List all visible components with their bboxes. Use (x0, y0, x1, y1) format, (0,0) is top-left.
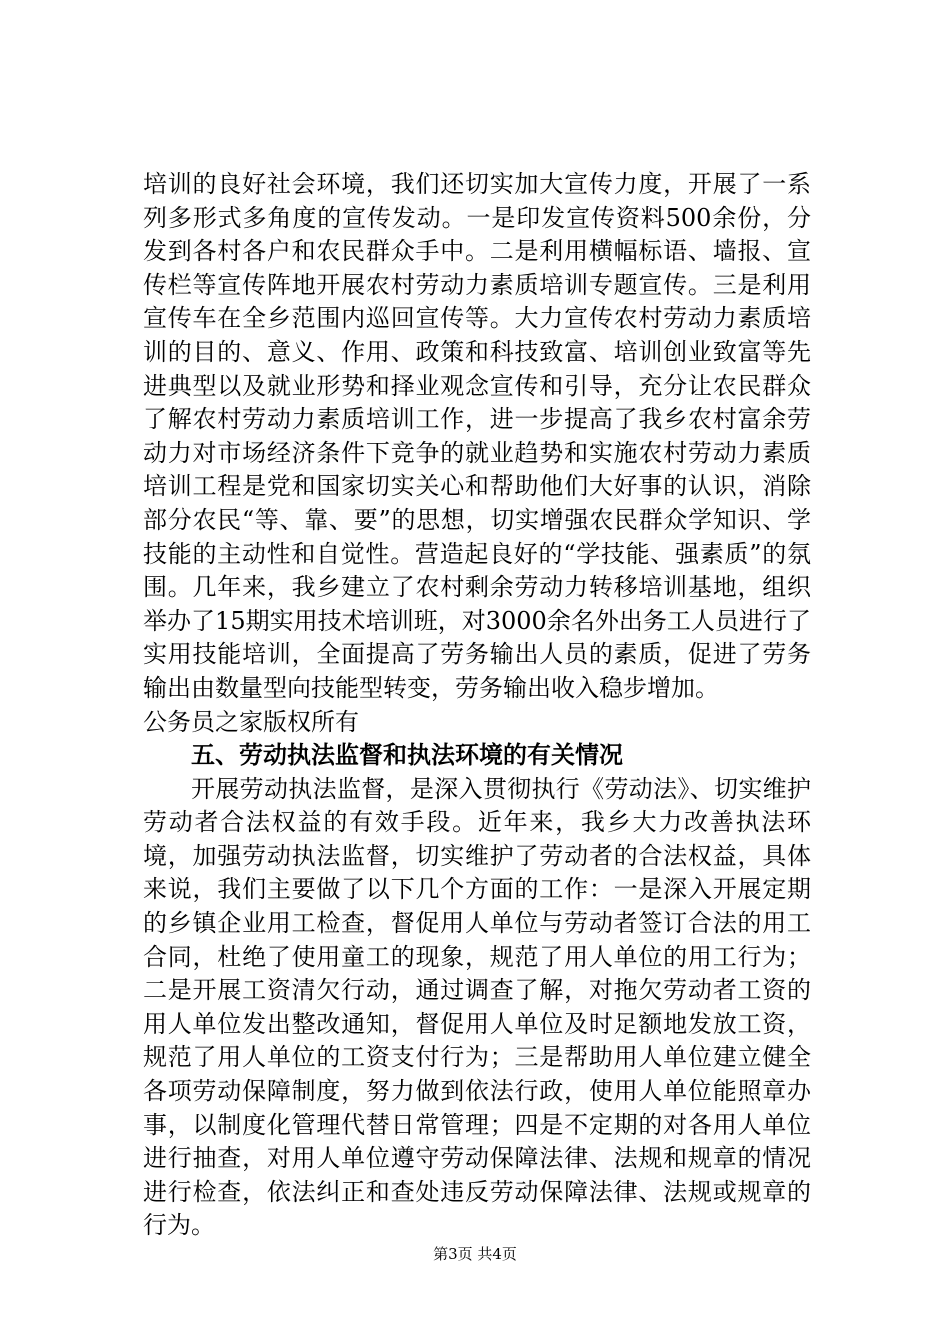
section-heading: 五、劳动执法监督和执法环境的有关情况 (191, 741, 623, 770)
paragraph-section-5: 开展劳动执法监督，是深入贯彻执行《劳动法》、切实维护劳动者合法权益的有效手段。近年来，我乡大力改善执法环境，加强劳动执法监督，切实维护了劳动者的合法权益，具体来说，我们主要做了以下几个方面的工作：一是深入开展定期的乡镇企业用工检查，督促用人单位与劳动者签订合法的用工合同，杜绝了使用童工的现象，规范了用人单位的用工行为；二是开展工资清欠行动，通过调查了解，对拖欠劳动者工资的用人单位发出整改通知，督促用人单位及时足额地发放工资，规范了用人单位的工资支付行为；三是帮助用人单位建立健全各项劳动保障制度，努力做到依法行政，使用人单位能照章办事，以制度化管理代替日常管理；四是不定期的对各用人单位进行抽查，对用人单位遵守劳动保障法律、法规和规章的情况进行检查，依法纠正和查处违反劳动保障法律、法规或规章的行为。 (143, 774, 811, 1240)
document-body (143, 168, 811, 1243)
copyright-line: 公务员之家版权所有 (143, 707, 359, 736)
page-number: 第3页 共4页 (433, 1245, 517, 1263)
paragraph-continued: 培训的良好社会环境，我们还切实加大宣传力度，开展了一系列多形式多角度的宣传发动。一是印发宣传资料500余份，分发到各村各户和农民群众手中。二是利用横幅标语、墙报、宣传栏等宣传阵地开展农村劳动力素质培训专题宣传。三是利用宣传车在全乡范围内巡回宣传等。大力宣传农村劳动力素质培训的目的、意义、作用、政策和科技致富、培训创业致富等先进典型以及就业形势和择业观念宣传和引导，充分让农民群众了解农村劳动力素质培训工作，进一步提高了我乡农村富余劳动力对市场经济条件下竞争的就业趋势和实施农村劳动力素质培训工程是党和国家切实关心和帮助他们大好事的认识，消除部分农民“等、靠、要”的思想，切实增强农民群众学知识、学技能的主动性和自觉性。营造起良好的“学技能、强素质”的氛围。几年来，我乡建立了农村剩余劳动力转移培训基地，组织举办了15期实用技术培训班，对3000余名外出务工人员进行了实用技能培训，全面提高了劳务输出人员的素质，促进了劳务输出由数量型向技能型转变，劳务输出收入稳步增加。 (143, 170, 811, 702)
